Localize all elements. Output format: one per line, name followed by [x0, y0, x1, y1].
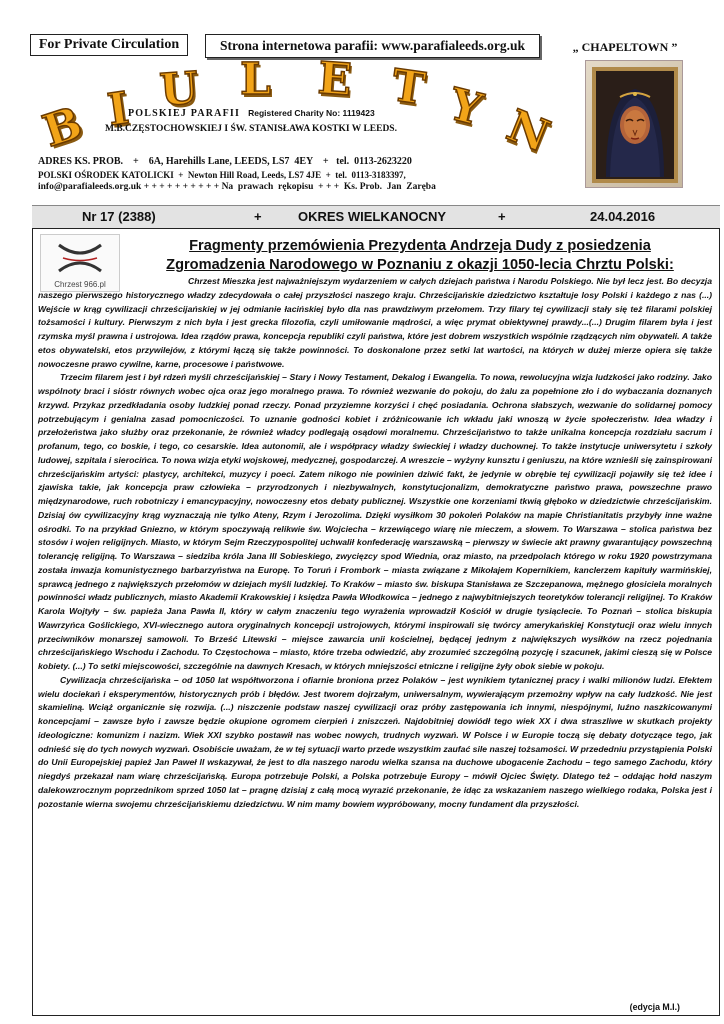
- article-paragraph: Trzecim filarem jest i był rdzeń myśli chrześcijańskiej – Stary i Nowy Testament, Dekalog i Ewangelia. To nowa, rewolucyjna wizja ludzkości jako rodziny. Jako wspólnoty braci i sióstr równych wobec ojca oraz jego moralnego prawa. To również wezwanie do pokoju, do żalu za popełnione zło i do wybaczania doznanych krzywd. Przykaz przedkładania osoby ludzkiej ponad rzeczy. Ponad przyziemne korzyści i chęć posiadania. Ochrona słabszych, wezwanie do solidarnej pomocy potrzebującym i genialna zasad pomocniczości. To uznanie godności kobiet i zróżnicowanie ich wkładu jaki wnoszą w życie społeczeństw. Idea władzy i przełożeństwa jako służby oraz przekonanie, że również władcy podlegają osądowi moralnemu. Chrześcijaństwo to także unikalna koncepcja rozdziału sacrum i profanum, tego, co boskie, i tego, co cesarskie. Idea autonomii, ale i współpracy władzy świeckiej i władzy duchownej. To także instytucje uniwersytetu i szkoły ludowej, szpitala i sierocińca. To nowa wizja etyki wojskowej, medycznej, gospodarczej. A wreszcie – wyżyny kunsztu i geniuszu, na które wznieśli się zainspirowani chrześcijańskim artyści: plastycy, architekci, muzycy i poeci. Zatem nikogo nie powinien dziwić fakt, że jedynie w obrębie tej cywilizacji pojawiły się też idee i zjawiska takie, jak koncepcja praw człowieka – przyrodzonych i niezbywalnych, konstytucjonalizm, demokratyczne państwo prawa, powszechne prawo międzynarodowe, ruch robotniczy i emancypacyjny, nowoczesny etos debaty publicznej. Wszystkie one korzeniami tkwią głęboko w dziedzictwie chrześcijańskim. Dzisiaj ów cywilizacyjny krąg wyznaczają nie tylko Ateny, Rzym i Jerozolima. Dzięki wysiłkom 30 pokoleń Polaków na mapie Christianitatis przybyły inne ważne ośrodki. To na przykład Gniezno, w którym spoczywają relikwie św. Wojciecha – krzewiącego wiarę nie mieczem, a słowem. To Warszawa – stolica państwa bez stosów i wojen religijnych. Miasto, w którym Sejm Rzeczypospolitej uchwalił konfederację warszawską – pierwszy w świecie akt prawny gwarantujący powszechną tolerancję religijną. To Warszawa – siedziba króla Jana III Sobieskiego, zwycięzcy spod Wiednia, oraz miasto, na przedpolach którego w roku 1920 powstrzymana została inwazja komunistycznego barbarzyństwa na Europę. To Toruń i Frombork – miasta związane z Mikołajem Kopernikiem, kanclerzem kapituły warmińskiej, sprawcą jednego z największych przełomów w dziejach myśli ludzkiej. To Kraków – miasto św. biskupa Stanisława ze Szczepanowa, mężnego głosiciela moralnych powinności władz publicznych, miasto Akademii Krakowskiej i księdza Pawła Włodkowica – jednego z najwybitniejszych teoretyków tolerancji religijnej. To Kraków Karola Wojtyły – św. papieża Jana Pawła II, który w całym znaczeniu tego wyrażenia wprowadził Kościół w drugie tysiąclecie. To Poznań – stolica biskupia Wawrzyńca Goślickiego, XVI-wiecznego autora oryginalnych koncepcji ustrojowych, którymi inspirowali się twórcy amerykańskiej Konstytucji oraz wielu innych przeciwników monarszej samowoli. To Brześć Litewski – miejsce zawarcia unii kościelnej, będącej jednym z największych wysiłków na rzecz pojednania chrześcijańskiego Wschodu i Zachodu. To Częstochowa – miasto, które trzeba odwiedzić, aby zrozumieć szczególną pozycję i szacunek, jakimi cieszą się w Polsce kobiety. (...) To setki miejscowości, szczególnie na dawnych Kresach, w których mniejszości etniczne i religijne żyły obok siebie w pokoju.: [38, 372, 712, 671]
- website-label: Strona internetowa parafii: www.parafialeeds.org.uk: [220, 38, 525, 53]
- issue-period: OKRES WIELKANOCNY: [298, 209, 447, 224]
- chapeltown-label: „ CHAPELTOWN ”: [572, 40, 678, 54]
- issue-number: Nr 17 (2388): [82, 209, 156, 224]
- article-paragraph: Cywilizacja chrześcijańska – od 1050 lat współtworzona i ofiarnie broniona przez Polaków – jest wynikiem tytanicznej pracy i walki milionów ludzi. Efektem wielu dociekań i eksperymentów, historycznych prób i błędów. Jest tworem dojrzałym, uniwersalnym, wywierającym przemożny wpływ na cały ludzkość. Nie jest skamieliną. Wciąż organicznie się rozwija. (...) niszczenie podstaw naszej cywilizacji oraz próby zastępowania ich innymi, niespójnymi, luźno naszkicowanymi koncepcjami – zawsze było i zawsze będzie okupione ogromem cierpień i zniszczeń. Najdobitniej dowiódł tego wiek XX i dwa straszliwe w skutkach projekty ideologiczne: komunizm i nazizm. Wiek XXI szybko postawił nas wobec nowych, trudnych wyzwań. W Polsce i w Europie toczą się debaty dotyczące tego, jak odnieść się do tych nowych wyzwań. Osobiście uważam, że w tej sytuacji warto przede wszystkim zaufać sile naszej tożsamości. W przededniu przystąpienia Polski do Unii Europejskiej papież Jan Paweł II wskazywał, że jest to dla naszego narodu wielka szansa na duchowe ubogacenie Zachodu – tego samego Zachodu, który niegdyś przekazał nam wiarę chrześcijańską. Europa potrzebuje Polski, a Polska potrzebuje Europy – mówił Ojciec Święty. Dlatego też – oddając hołd naszym dalekowzrocznym poprzednikom sprzed 1050 lat – pragnę dzisiaj z całą mocą wyrazić przekonanie, że idąc za wskazaniem naszego wielkiego rodaka, Polska jest i pozostanie wierna swojemu chrześcijańskiemu dziedzictwu. W nim mamy bowiem wypróbowany, mocny fundament dla przyszłości.: [38, 674, 712, 809]
- charity-number: Registered Charity No: 1119423: [248, 108, 375, 118]
- title-letter: B: [37, 97, 89, 158]
- article-headline-2: Zgromadzenia Narodowego w Poznaniu z okazji 1050-lecia Chrztu Polski:: [166, 257, 674, 273]
- article-body: [38, 275, 712, 811]
- parish-name: POLSKIEJ PARAFII: [128, 108, 241, 119]
- address-line-1: ADRES KS. PROB. + 6A, Harehills Lane, LEEDS, LS7 4EY + tel. 0113-2623220: [38, 156, 412, 167]
- title-letter: L: [240, 54, 271, 105]
- chrzest-logo-icon: [55, 239, 105, 277]
- title-letter: E: [316, 52, 354, 107]
- title-letter: N: [499, 100, 557, 163]
- address-line-3: info@parafialeeds.org.uk + + + + + + + + + + Na prawach rękopisu + + + Ks. Prob. Jan Zaręba: [38, 182, 436, 192]
- parish-mission: M.B.CZĘSTOCHOWSKIEJ I ŚW. STANISŁAWA KOSTKI W LEEDS.: [105, 124, 397, 134]
- address-line-2: POLSKI OŚRODEK KATOLICKI + Newton Hill Road, Leeds, LS7 4JE + tel. 0113-3183397,: [38, 170, 406, 180]
- parish-name-line: [128, 108, 375, 119]
- private-circulation-box: [30, 34, 188, 56]
- title-letter: Y: [444, 78, 488, 137]
- madonna-icon: [585, 60, 683, 188]
- edition-signature: (edycja M.I.): [629, 1002, 680, 1012]
- logo-caption: Chrzest 966.pl: [54, 280, 106, 289]
- article-paragraph: Chrzest Mieszka jest najważniejszym wydarzeniem w całych dziejach państwa i Narodu Polskiego. Nie był lecz jest. Bo decyzja naszego pierwszego historycznego władzy zdecydowała o całej przyszłości naszego kraju. Chrześcijańskie dziedzictwo kształtuje losy Polski i każdego z nas (...) Wejście w krąg cywilizacji chrześcijańskiej w jej odmianie łacińskiej było dla nas prawdziwym przełomem. Trzy filary tej cywilizacji stały się też filarami polskiej tożsamości i kultury. Pierwszym z nich była i jest grecka filozofia, czyli umiłowanie mądrości, a więc prymat obiektywnej prawdy...(...) Drugim filarem była i jest rzymska myśl prawna i ustrojowa. Idea rządów prawa, koncepcja republiki czyli państwa, które jest dobrem wszystkich wspólnie rządzących nim obywateli. A także etos obywatelski, etos przywilejów, z którymi łączą się także powinności. To doskonalone przez setki lat wartości, na których w dużej mierze opiera się także nowoczesne prawo cywilne, karne, procesowe i państwowe.: [38, 276, 712, 369]
- title-letter: I: [104, 82, 133, 137]
- issue-date: 24.04.2016: [590, 209, 656, 224]
- title-letter: T: [388, 59, 429, 116]
- issue-separator: +: [254, 209, 262, 224]
- issue-separator: +: [498, 209, 506, 224]
- private-circulation-label: For Private Circulation: [38, 37, 180, 52]
- title-letter: U: [158, 62, 201, 117]
- madonna-icon-image: [592, 67, 678, 183]
- article-headline-1: Fragmenty przemówienia Prezydenta Andrzeja Dudy z posiedzenia: [189, 238, 651, 254]
- issue-bar: [32, 205, 720, 229]
